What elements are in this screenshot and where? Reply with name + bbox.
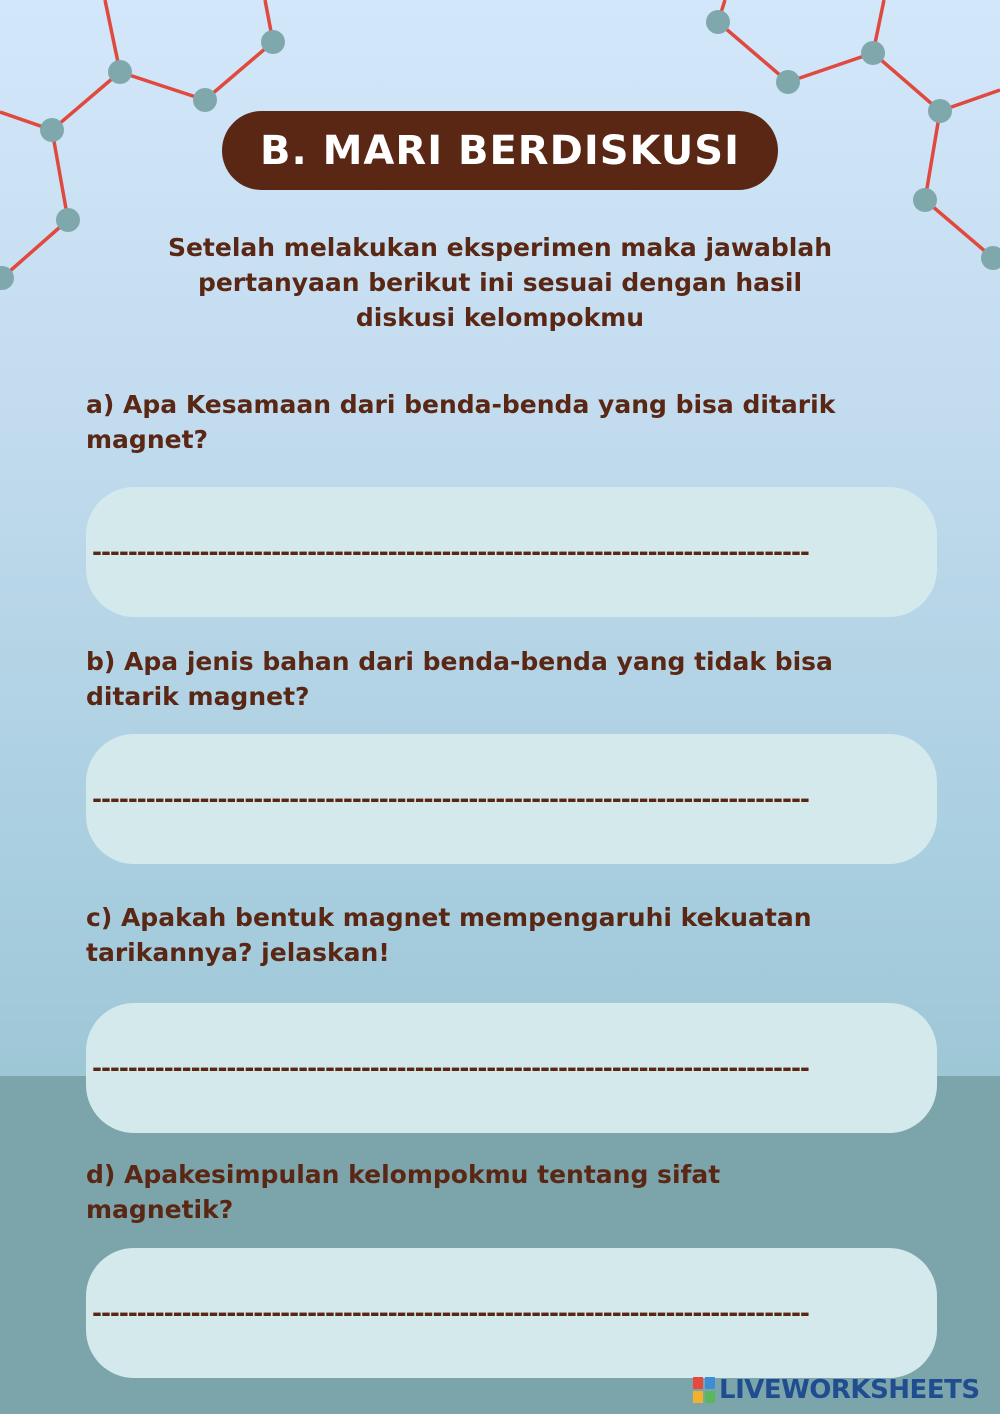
instructions-line-3: diskusi kelompokmu: [355, 303, 645, 332]
question-b: [86, 644, 926, 714]
answer-field-a[interactable]: [86, 487, 937, 617]
question-d: [86, 1157, 926, 1227]
question-c-line-1: c) Apakah bentuk magnet mempengaruhi kekuatan: [86, 903, 812, 932]
answer-c-placeholder-line: --------------------------------------------------------------------------------: [92, 1054, 809, 1082]
instructions-line-2: pertanyaan berikut ini sesuai dengan hasil: [197, 268, 803, 297]
question-d-line-1: d) Apakesimpulan kelompokmu tentang sifat: [86, 1160, 721, 1189]
instructions: [100, 230, 900, 335]
page-title: B. MARI BERDISKUSI: [222, 111, 778, 190]
question-c: [86, 900, 926, 970]
watermark-text: LIVEWORKSHEETS: [719, 1375, 980, 1405]
answer-field-c[interactable]: [86, 1003, 937, 1133]
question-b-line-2: ditarik magnet?: [86, 682, 310, 711]
answer-b-placeholder-line: --------------------------------------------------------------------------------: [92, 785, 809, 813]
question-b-line-1: b) Apa jenis bahan dari benda-benda yang tidak bisa: [86, 647, 833, 676]
instructions-line-1: Setelah melakukan eksperimen maka jawablah: [167, 233, 833, 262]
question-a-line-1: a) Apa Kesamaan dari benda-benda yang bisa ditarik: [86, 390, 836, 419]
question-a: [86, 387, 926, 457]
question-d-line-2: magnetik?: [86, 1195, 234, 1224]
liveworksheets-watermark: [693, 1372, 993, 1408]
answer-a-placeholder-line: --------------------------------------------------------------------------------: [92, 538, 809, 566]
answer-d-placeholder-line: --------------------------------------------------------------------------------: [92, 1299, 809, 1327]
answer-field-d[interactable]: [86, 1248, 937, 1378]
question-c-line-2: tarikannya? jelaskan!: [86, 938, 390, 967]
answer-field-b[interactable]: [86, 734, 937, 864]
question-a-line-2: magnet?: [86, 425, 209, 454]
liveworksheets-logo-icon: [693, 1377, 715, 1403]
